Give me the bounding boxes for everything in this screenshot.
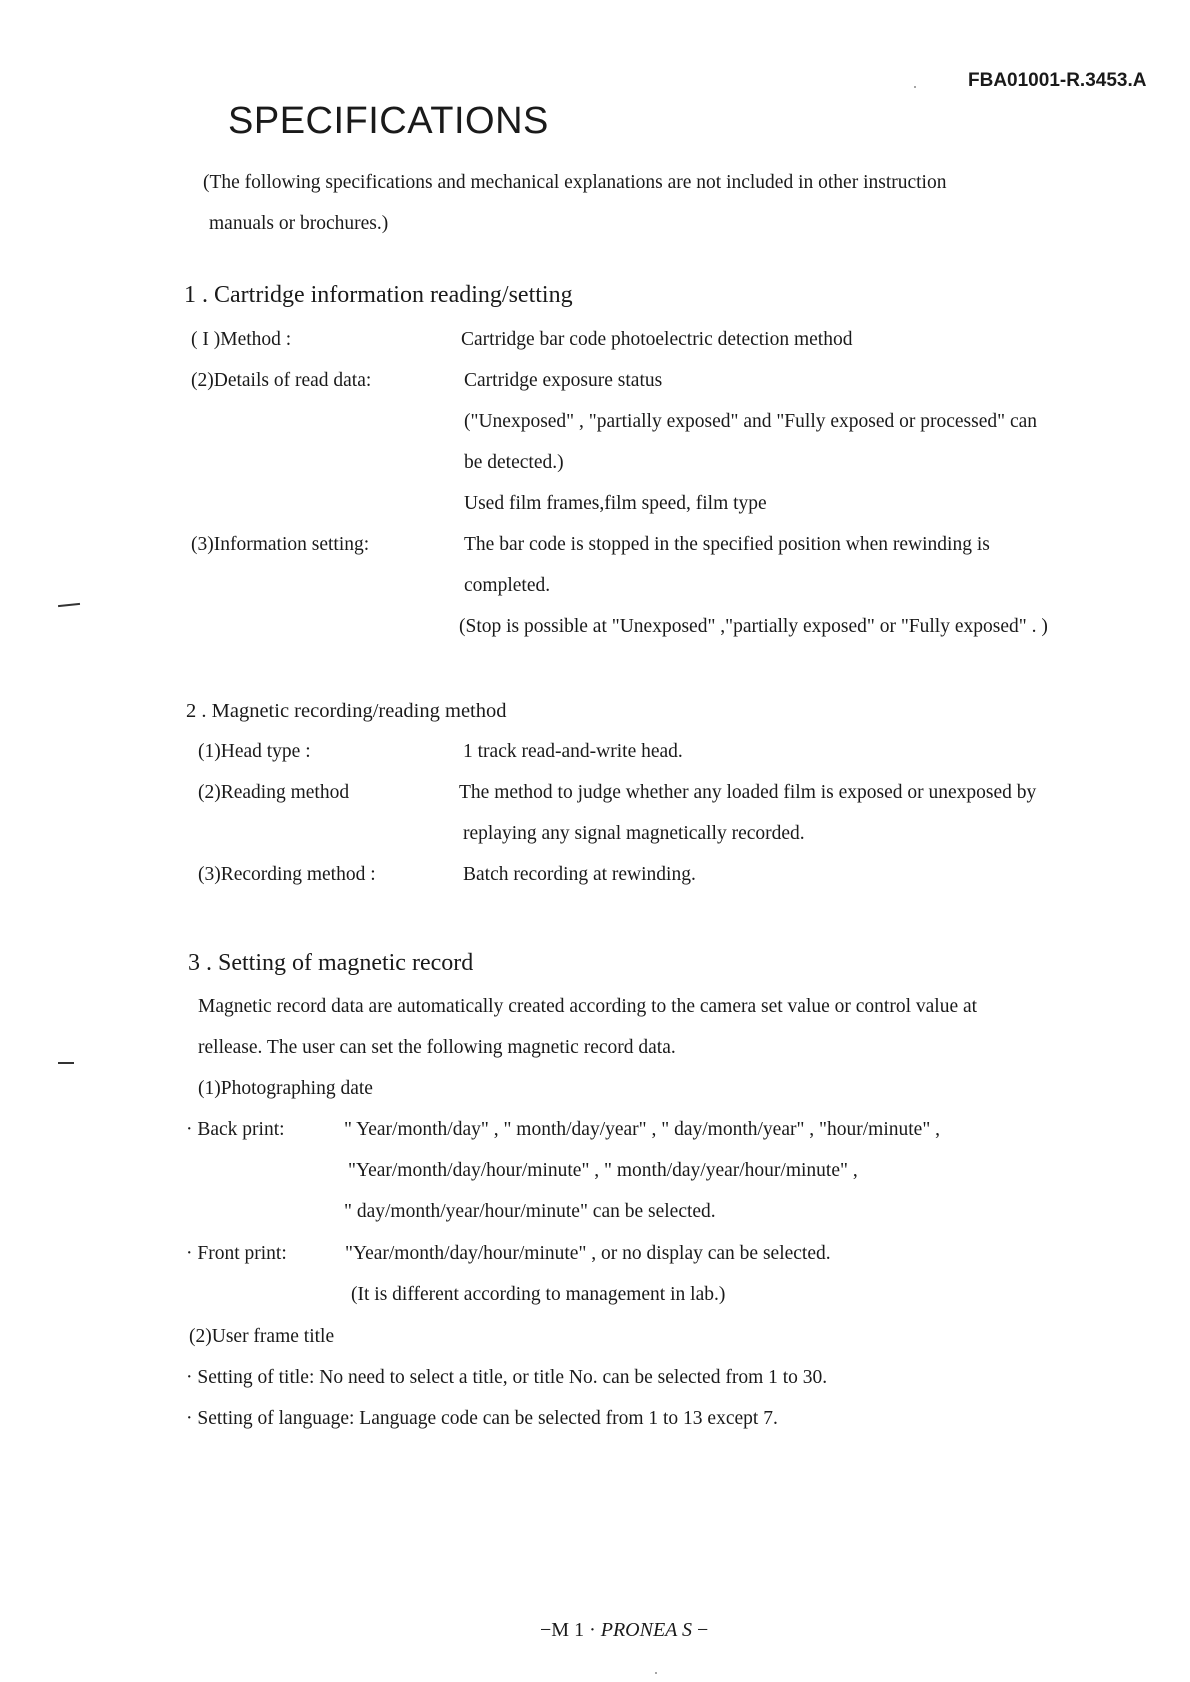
info-line-1: The bar code is stopped in the specified position when rewinding is [464,534,990,555]
intro-line-1: (The following specifications and mechanical explanations are not included in other instruction [203,172,947,193]
front-print-line-1: "Year/month/day/hour/minute" , or no display can be selected. [345,1243,831,1264]
info-line-3: (Stop is possible at "Unexposed" ,"partially exposed" or "Fully exposed" . ) [459,616,1048,637]
page-footer [540,1619,708,1642]
details-line-2: ("Unexposed" , "partially exposed" and "Fully exposed or processed" can [464,411,1038,432]
setting-of-title: · Setting of title: No need to select a title, or title No. can be selected from 1 to 30. [186,1367,828,1388]
scan-speck [655,1672,657,1674]
page-title: SPECIFICATIONS [228,100,549,142]
intro-line-2: manuals or brochures.) [209,213,389,234]
method-label: ( I )Method : [191,329,292,350]
method-value: Cartridge bar code photoelectric detection method [461,329,853,350]
scan-mark [58,603,80,607]
reading-line-1: The method to judge whether any loaded film is exposed or unexposed by [459,782,1037,803]
head-type-label: (1)Head type : [198,741,311,762]
setting-of-language: · Setting of language: Language code can be selected from 1 to 13 except 7. [186,1408,778,1429]
head-type-value: 1 track read-and-write head. [463,741,683,762]
details-line-4: Used film frames,film speed, film type [464,493,767,514]
recording-method-value: Batch recording at rewinding. [463,864,696,885]
back-print-line-2: "Year/month/day/hour/minute" , " month/day/year/hour/minute" , [348,1160,858,1181]
user-frame-title-heading: (2)User frame title [189,1326,335,1347]
photographing-date-heading: (1)Photographing date [198,1078,373,1099]
s3-intro-line-2: rellease. The user can set the following magnetic record data. [198,1037,676,1058]
front-print-line-2: (It is different according to management in lab.) [351,1284,726,1305]
reading-method-label: (2)Reading method [198,782,350,803]
section-2-heading: 2 . Magnetic recording/reading method [186,700,507,722]
section-3-heading: 3 . Setting of magnetic record [188,950,474,976]
details-label: (2)Details of read data: [191,370,372,391]
footer-dash: − [692,1619,709,1641]
s3-intro-line-1: Magnetic record data are automatically created according to the camera set value or control value at [198,996,978,1017]
document-id: FBA01001-R.3453.A [968,70,1147,91]
back-print-line-3: " day/month/year/hour/minute" can be selected. [344,1201,716,1222]
scan-mark [58,1062,74,1064]
details-line-1: Cartridge exposure status [464,370,663,391]
details-line-3: be detected.) [464,452,564,473]
section-1-heading: 1 . Cartridge information reading/setting [184,282,573,308]
recording-method-label: (3)Recording method : [198,864,376,885]
back-print-line-1: " Year/month/day" , " month/day/year" , " day/month/year" , "hour/minute" , [344,1119,941,1140]
reading-line-2: replaying any signal magnetically recorded. [463,823,805,844]
footer-model-name: PRONEA S [600,1619,693,1641]
footer-page-number: −M 1 · [540,1619,601,1641]
scan-speck [914,86,916,88]
info-setting-label: (3)Information setting: [191,534,370,555]
front-print-label: · Front print: [186,1243,287,1264]
info-line-2: completed. [464,575,551,596]
back-print-label: · Back print: [186,1119,285,1140]
